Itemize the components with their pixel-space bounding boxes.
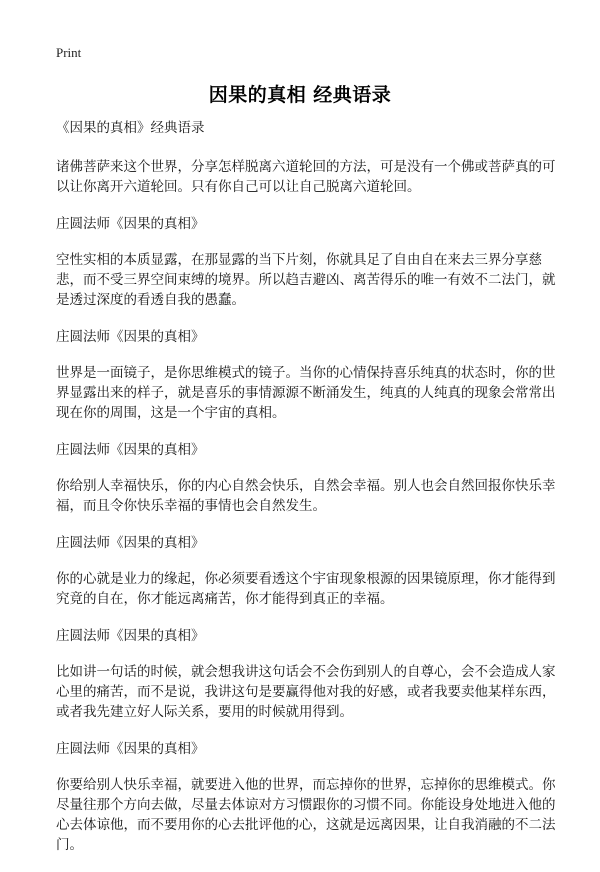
print-link[interactable]: Print xyxy=(56,45,82,60)
quote-attribution-3: 庄圆法师《因果的真相》 xyxy=(56,442,205,458)
quote-attribution-5: 庄圆法师《因果的真相》 xyxy=(56,628,205,644)
page-title: 因果的真相 经典语录 xyxy=(208,84,392,106)
quote-text-7: 你要给别人快乐幸福，就要进入他的世界，而忘掉你的世界，忘掉你的思维模式。你尽量往那个方向去做，尽量去体谅对方习惯跟你的习惯不同。你能设身处地进入他的心去体谅他，而不要用你的心去批评他的心，这就是远离因果，让自我消融的不二法门。 xyxy=(56,777,556,853)
quote-attribution-1: 庄圆法师《因果的真相》 xyxy=(56,216,205,232)
quote-text-1: 诸佛菩萨来这个世界，分享怎样脱离六道轮回的方法，可是没有一个佛或菩萨真的可以让你离开六道轮回。只有你自己可以让自己脱离六道轮回。 xyxy=(56,159,556,195)
quote-attribution-6: 庄圆法师《因果的真相》 xyxy=(56,741,205,757)
quote-text-6: 比如讲一句话的时候，就会想我讲这句话会不会伤到别人的自尊心，会不会造成人家心里的痛苦，而不是说，我讲这句是要赢得他对我的好感，或者我要卖他某样东西，或者我先建立好人际关系，要用的时候就用得到。 xyxy=(56,664,556,720)
document-subtitle: 《因果的真相》经典语录 xyxy=(56,120,205,136)
quote-text-3: 世界是一面镜子，是你思维模式的镜子。当你的心情保持喜乐纯真的状态时，你的世界显露出来的样子，就是喜乐的事情源源不断涌发生，纯真的人纯真的现象会常常出现在你的周围，这是一个宇宙的真相。 xyxy=(56,365,556,421)
quote-text-5: 你的心就是业力的缘起，你必须要看透这个宇宙现象根源的因果镜原理，你才能得到究竟的自在，你才能远离痛苦，你才能得到真正的幸福。 xyxy=(56,571,556,607)
document-content xyxy=(56,118,556,872)
quote-attribution-4: 庄圆法师《因果的真相》 xyxy=(56,535,205,551)
quote-text-4: 你给别人幸福快乐，你的内心自然会快乐，自然会幸福。别人也会自然回报你快乐幸福，而且令你快乐幸福的事情也会自然发生。 xyxy=(56,478,556,514)
quote-attribution-2: 庄圆法师《因果的真相》 xyxy=(56,329,205,345)
quote-text-2: 空性实相的本质显露，在那显露的当下片刻，你就具足了自由自在来去三界分享慈悲，而不受三界空间束缚的境界。所以趋吉避凶、离苦得乐的唯一有效不二法门，就是透过深度的看透自我的愚蠢。 xyxy=(56,252,556,308)
